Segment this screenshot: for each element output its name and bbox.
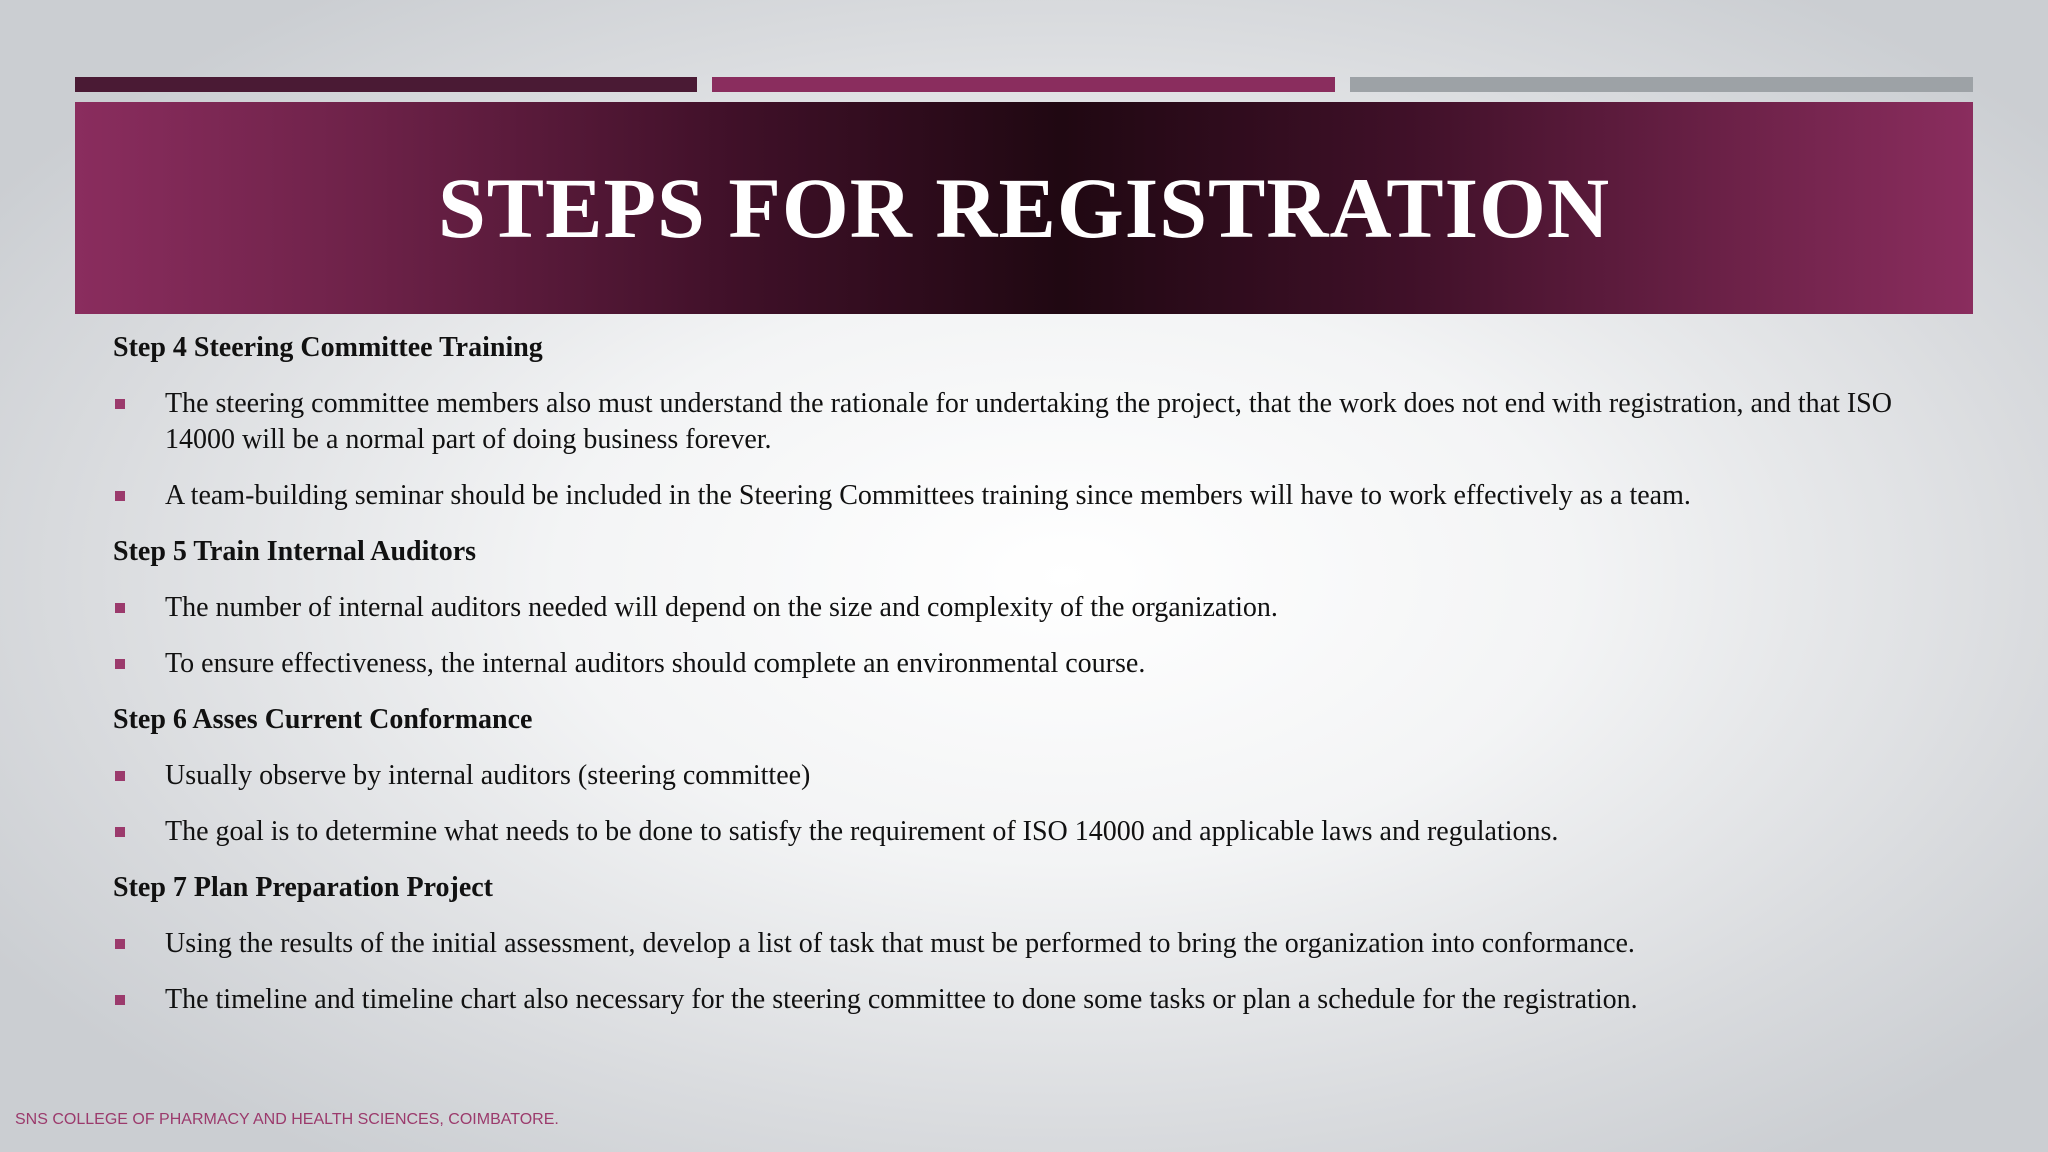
square-bullet-icon — [115, 939, 125, 949]
accent-bar-gray — [1350, 77, 1973, 92]
step-heading-5: Step 5 Train Internal Auditors — [113, 536, 477, 567]
square-bullet-icon — [115, 491, 125, 501]
bullet-item — [113, 386, 1913, 458]
bullet-text: The goal is to determine what needs to be done to satisfy the requirement of ISO 14000 and applicable laws and regulations. — [165, 816, 1559, 847]
accent-bar-dark — [75, 77, 697, 92]
square-bullet-icon — [115, 659, 125, 669]
bullet-item — [113, 758, 1913, 794]
square-bullet-icon — [115, 827, 125, 837]
bullet-text: To ensure effectiveness, the internal auditors should complete an environmental course. — [165, 648, 1146, 679]
square-bullet-icon — [115, 399, 125, 409]
bullet-text: The number of internal auditors needed will depend on the size and complexity of the organization. — [165, 592, 1278, 623]
footer-institution: SNS COLLEGE OF PHARMACY AND HEALTH SCIENCES, COIMBATORE. — [15, 1111, 559, 1128]
square-bullet-icon — [115, 995, 125, 1005]
title-banner — [75, 102, 1973, 314]
step-heading-7: Step 7 Plan Preparation Project — [113, 872, 494, 903]
bullet-text: The timeline and timeline chart also necessary for the steering committee to done some tasks or plan a schedule for the registration. — [165, 984, 1638, 1015]
bullet-text: The steering committee members also must understand the rationale for undertaking the project, that the work does not end with registration, and that ISO 14000 will be a normal part of doing business forever. — [165, 388, 1892, 455]
square-bullet-icon — [115, 603, 125, 613]
bullet-text: A team-building seminar should be included in the Steering Committees training since members will have to work effectively as a team. — [165, 480, 1691, 511]
square-bullet-icon — [115, 771, 125, 781]
bullet-item — [113, 982, 1913, 1018]
bullet-text: Using the results of the initial assessment, develop a list of task that must be performed to bring the organization into conformance. — [165, 928, 1635, 959]
step-heading-6: Step 6 Asses Current Conformance — [113, 704, 533, 735]
bullet-item — [113, 814, 1913, 850]
bullet-item — [113, 590, 1913, 626]
accent-bar-magenta — [712, 77, 1335, 92]
bullet-item — [113, 478, 1913, 514]
slide-title: STEPS FOR REGISTRATION — [437, 160, 1611, 256]
slide-content — [113, 330, 1913, 1018]
bullet-item — [113, 646, 1913, 682]
bullet-item — [113, 926, 1913, 962]
bullet-text: Usually observe by internal auditors (steering committee) — [165, 760, 811, 791]
step-heading-4: Step 4 Steering Committee Training — [113, 332, 543, 363]
